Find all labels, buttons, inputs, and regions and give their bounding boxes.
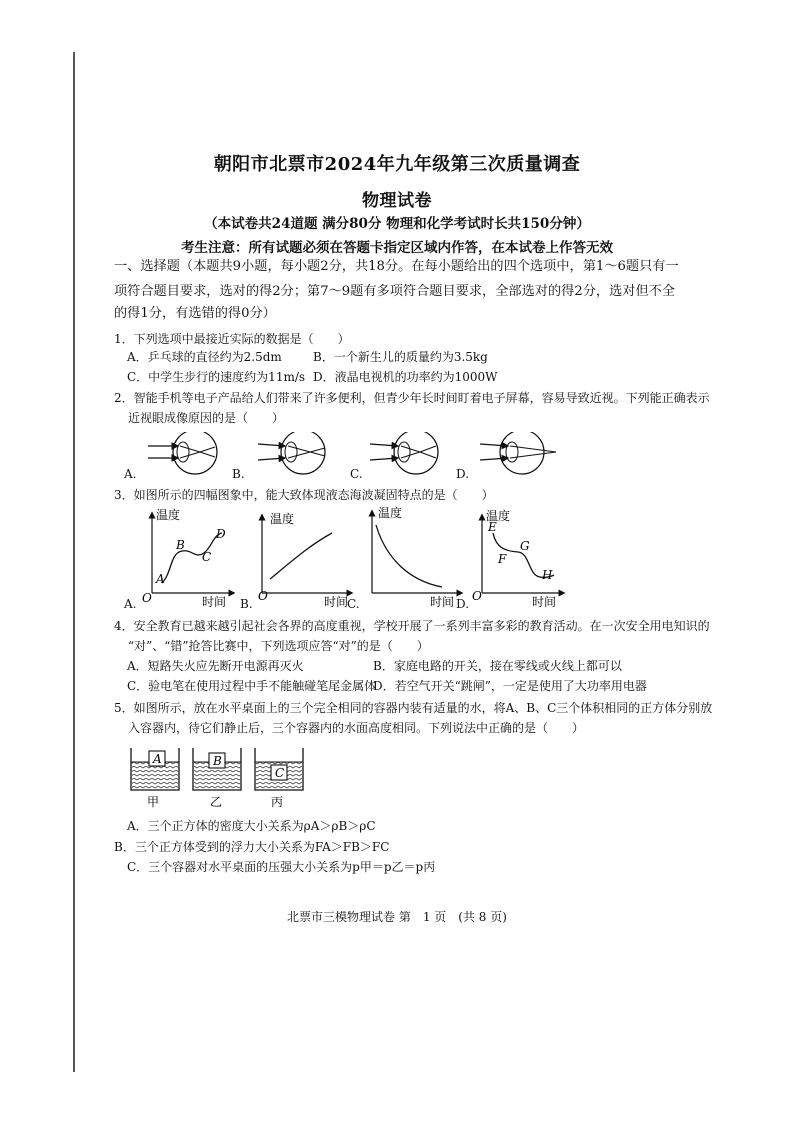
graph-d-point-g: G <box>520 539 530 553</box>
graph-d-point-f: F <box>498 552 507 566</box>
container-jia <box>131 748 179 809</box>
graph-d-origin: O <box>472 589 482 603</box>
q5-option-b: B．三个正方体受到的浮力大小关系为FA＞FB＞FC <box>114 840 390 854</box>
q3-label-c: C. <box>347 597 360 611</box>
eye-diagram-a <box>148 432 217 474</box>
container-bing <box>255 748 303 809</box>
q2-stem-line-2: 近视眼成像原因的是（ ） <box>128 411 285 425</box>
graph-b <box>258 511 350 609</box>
graph-a-point-a: A <box>156 572 165 586</box>
section-heading-line-1: 一、选择题（本题共9小题，每小题2分，共18分。在每小题给出的四个选项中，第1～6题只有一 <box>114 259 679 274</box>
graph-b-ylabel: 温度 <box>270 512 295 526</box>
graph-a-origin: O <box>142 591 152 605</box>
q4-option-a: A．短路失火应先断开电源再灭火 <box>127 659 304 673</box>
graph-b-xlabel: 时间 <box>324 595 349 609</box>
section-heading-line-2: 项符合题目要求，选对的得2分；第7～9题有多项符合题目要求，全部选对的得2分，选对但不全 <box>114 284 676 299</box>
graph-d-xlabel: 时间 <box>532 595 557 609</box>
graph-a-point-b: B <box>176 538 185 552</box>
graph-a-ylabel: 温度 <box>156 508 181 522</box>
q5-option-c: C．三个容器对水平桌面的压强大小关系为p甲＝p乙＝p丙 <box>127 860 436 874</box>
q4-option-d: D．若空气开关“跳闸”，一定是使用了大功率用电器 <box>373 679 647 693</box>
q1-option-c: C．中学生步行的速度约为11m/s <box>127 370 306 384</box>
eye-diagram-c <box>370 432 438 474</box>
q1-option-a: A．乒乓球的直径约为2.5dm <box>127 350 282 364</box>
graph-b-origin: O <box>258 589 268 603</box>
q4-stem-line-2: “对”、“错”抢答比赛中，下列选项应答“对”的是（ ） <box>128 639 429 653</box>
q1-stem: 1．下列选项中最接近实际的数据是（ ） <box>114 332 350 346</box>
graph-d <box>472 508 562 609</box>
q2-label-b: B. <box>232 467 245 481</box>
eye-diagram-b <box>258 432 325 474</box>
q2-stem-line-1: 2．智能手机等电子产品给人们带来了许多便利，但青少年长时间盯着电子屏幕，容易导致近视。下列能正确表示 <box>114 391 710 405</box>
container-jia-label: 甲 <box>147 795 160 809</box>
q3-label-b: B. <box>240 597 253 611</box>
q5-option-a: A．三个正方体的密度大小关系为ρA＞ρB＞ρC <box>127 819 376 833</box>
exam-title: 朝阳市北票市2024年九年级第三次质量调查 <box>213 154 581 175</box>
container-yi-label: 乙 <box>210 795 223 809</box>
q1-option-b: B．一个新生儿的质量约为3.5kg <box>313 350 488 364</box>
graph-a-xlabel: 时间 <box>202 595 227 609</box>
graph-a-point-c: C <box>202 550 212 564</box>
q3-temperature-graphs <box>120 503 570 611</box>
q3-stem: 3．如图所示的四幅图象中，能大致体现液态海波凝固特点的是（ ） <box>114 488 494 502</box>
graph-d-point-h: H <box>542 568 553 582</box>
exam-notice: 考生注意：所有试题必须在答题卡指定区域内作答，在本试卷上作答无效 <box>181 240 613 256</box>
q2-label-c: C. <box>350 467 363 481</box>
exam-info: （本试卷共24道题 满分80分 物理和化学考试时长共150分钟） <box>204 216 590 232</box>
graph-d-ylabel: 温度 <box>486 509 511 523</box>
q3-label-d: D. <box>456 597 470 611</box>
q5-stem-line-1: 5．如图所示，放在水平桌面上的三个完全相同的容器内装有适量的水，将A、B、C三个体积相同的正方体分别放 <box>114 701 713 715</box>
page-footer: 北票市三模物理试卷 第 1 页 (共 8 页) <box>287 910 507 924</box>
cube-b-label: B <box>213 754 222 768</box>
q1-option-d: D．液晶电视机的功率约为1000W <box>313 370 498 384</box>
graph-d-point-e: E <box>488 520 497 534</box>
exam-subject: 物理试卷 <box>362 191 432 211</box>
section-heading-line-3: 的得1分，有选错的得0分） <box>114 306 276 321</box>
q5-container-diagram <box>125 742 325 810</box>
graph-c <box>372 505 460 609</box>
graph-a-point-d: D <box>216 527 226 541</box>
graph-c-xlabel: 时间 <box>430 595 455 609</box>
q4-option-b: B．家庭电路的开关，接在零线或火线上都可以 <box>373 659 622 673</box>
q2-label-a: A. <box>124 467 137 481</box>
q3-label-a: A. <box>124 597 137 611</box>
q4-option-c: C．验电笔在使用过程中手不能触碰笔尾金属体 <box>127 679 377 693</box>
container-yi <box>193 748 241 809</box>
q2-label-d: D. <box>456 467 470 481</box>
q4-stem-line-1: 4．安全教育已越来越引起社会各界的高度重视，学校开展了一系列丰富多彩的教育活动。在一次安全用电知识的 <box>114 619 710 633</box>
eye-diagram-d <box>480 432 556 474</box>
cube-a-label: A <box>153 752 162 766</box>
container-bing-label: 丙 <box>271 795 284 809</box>
graph-a <box>142 507 232 609</box>
graph-c-ylabel: 温度 <box>378 506 403 520</box>
cube-c-label: C <box>275 766 285 780</box>
q5-stem-line-2: 入容器内，待它们静止后，三个容器内的水面高度相同。下列说法中正确的是（ ） <box>128 721 585 735</box>
